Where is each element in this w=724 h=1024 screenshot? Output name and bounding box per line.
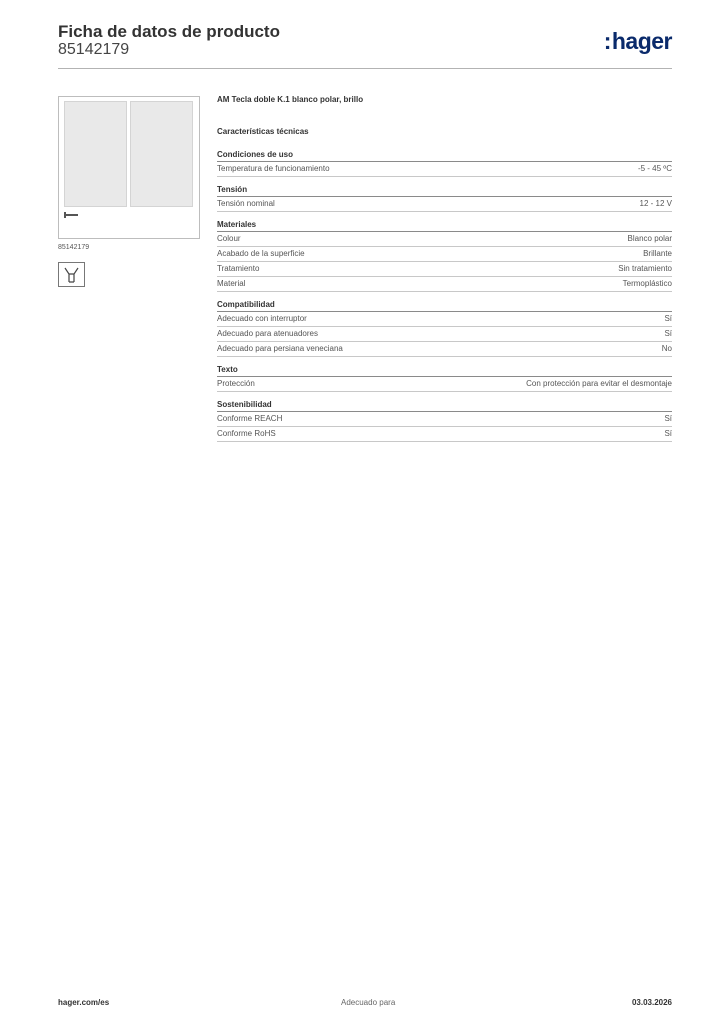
section-heading: Materiales [217,219,672,232]
spec-value: Sí [664,414,672,423]
footer-date: 03.03.2026 [631,998,672,1007]
spec-value: Blanco polar [627,234,672,243]
spec-row [217,427,672,442]
tech-characteristics-title: Características técnicas [217,127,309,136]
spec-value: Sí [664,429,672,438]
spec-row [217,342,672,357]
spec-label: Conforme REACH [217,414,283,423]
footer-middle-text: Adecuado para [341,998,396,1007]
spec-value: No [661,344,672,353]
product-code: 85142179 [58,41,130,58]
header-divider [58,68,672,69]
section-heading: Compatibilidad [217,299,672,312]
spec-value: Termoplástico [622,279,672,288]
spec-row [217,277,672,292]
section-heading: Texto [217,364,672,377]
product-image [58,96,200,239]
spec-value: Sin tratamiento [618,264,672,273]
spec-section [217,299,672,357]
footer-website-link[interactable]: hager.com/es [58,998,110,1007]
spec-row [217,247,672,262]
spec-section [217,184,672,212]
spec-label: Temperatura de funcionamiento [217,164,330,173]
switch-panel-left [64,101,127,207]
spec-label: Acabado de la superficie [217,249,305,258]
spec-row [217,327,672,342]
spec-value: Brillante [643,249,672,258]
spec-label: Adecuado para persiana veneciana [217,344,343,353]
page-title: Ficha de datos de producto [58,22,280,41]
spec-row [217,377,672,392]
spec-content [217,95,672,449]
spec-row [217,262,672,277]
image-caption: 85142179 [58,244,90,251]
spec-label: Adecuado para atenuadores [217,329,318,338]
spec-label: Tensión nominal [217,199,275,208]
hager-logo [604,28,672,55]
spec-row [217,412,672,427]
switch-symbol-icon [58,262,85,287]
dimension-mark-icon [64,214,78,216]
spec-label: Adecuado con interruptor [217,314,307,323]
spec-section [217,219,672,292]
spec-row [217,312,672,327]
section-heading: Sostenibilidad [217,399,672,412]
spec-section [217,149,672,177]
section-heading: Condiciones de uso [217,149,672,162]
spec-value: Con protección para evitar el desmontaje [526,379,672,388]
spec-value: Sí [664,314,672,323]
spec-label: Protección [217,379,255,388]
spec-row [217,232,672,247]
spec-label: Conforme RoHS [217,429,276,438]
spec-label: Material [217,279,246,288]
spec-row [217,197,672,212]
logo-dots-icon: : [603,28,611,54]
spec-value: Sí [664,329,672,338]
spec-section [217,364,672,392]
spec-value: -5 - 45 ºC [637,164,672,173]
spec-row [217,162,672,177]
section-heading: Tensión [217,184,672,197]
spec-section [217,399,672,442]
spec-sections [217,149,672,442]
spec-label: Colour [217,234,241,243]
spec-label: Tratamiento [217,264,260,273]
switch-panel-right [130,101,193,207]
spec-value: 12 - 12 V [639,199,672,208]
product-name: AM Tecla doble K.1 blanco polar, brillo [217,95,364,104]
logo-text: hager [611,28,672,54]
